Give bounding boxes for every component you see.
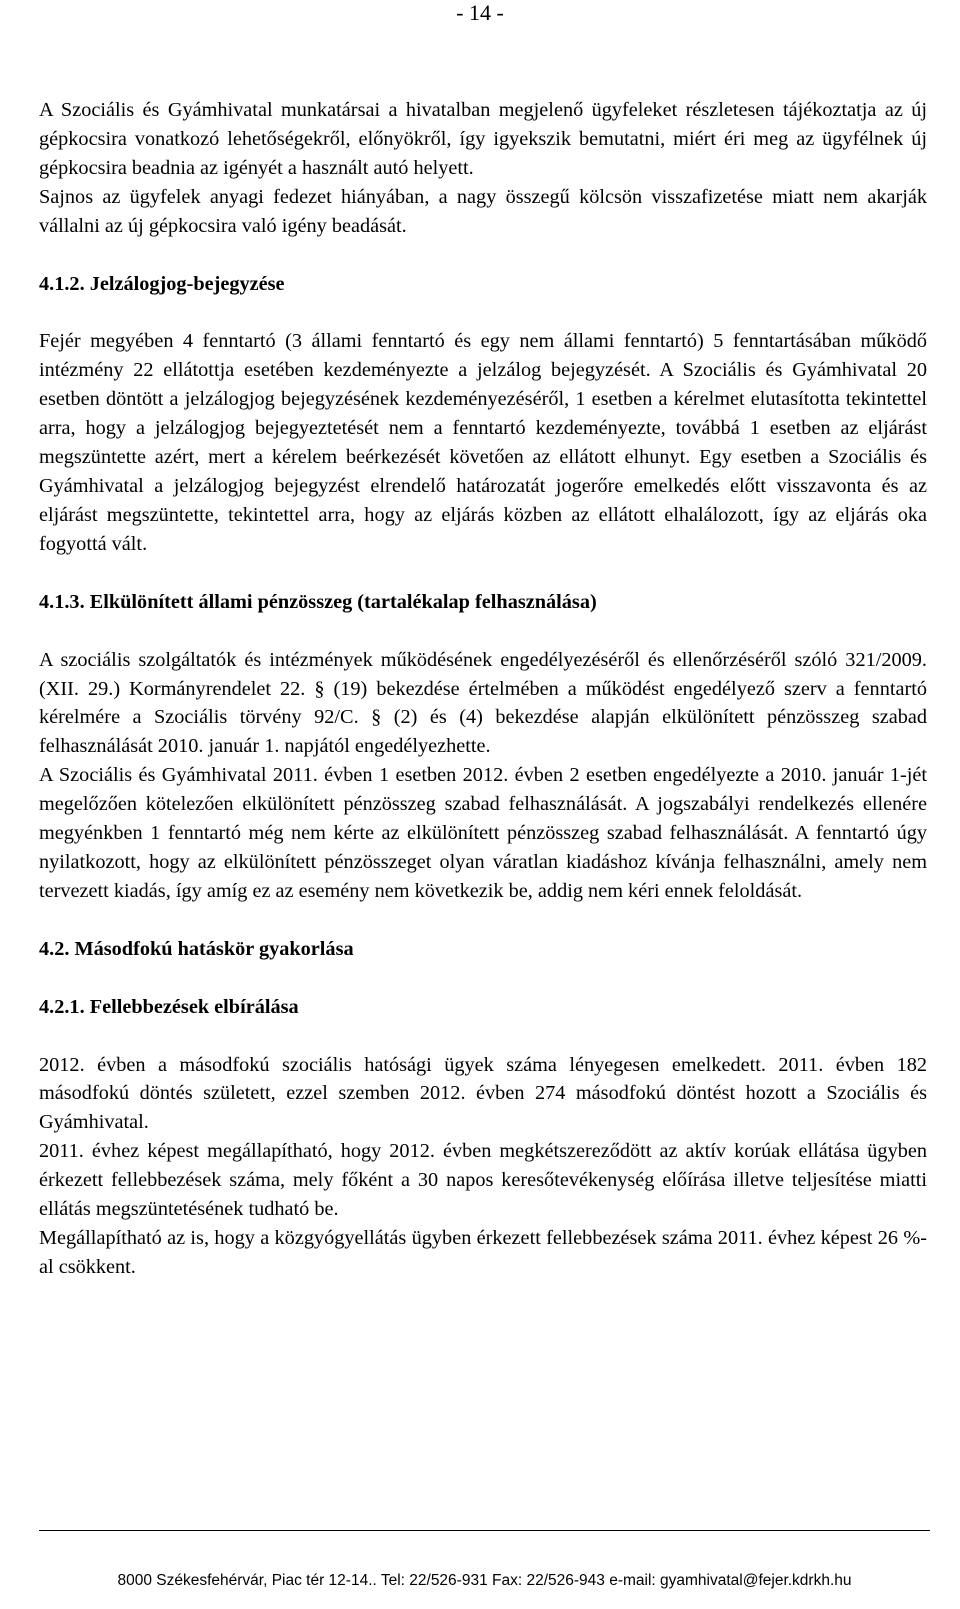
heading-4-1-3: 4.1.3. Elkülönített állami pénzösszeg (tartalékalap felhasználása)	[39, 590, 597, 613]
paragraph-appeals-decreased: Megállapítható az is, hogy a közgyógyellátás ügyben érkezett fellebbezések száma 2011. évhez képest 26 %-al csökkent.	[39, 1227, 927, 1278]
paragraph-government-decree: A szociális szolgáltatók és intézmények működésének engedélyezéséről és ellenőrzéséről szóló 321/2009. (XII. 29.) Kormányrendelet 22. § (19) bekezdése értelmében a működést engedélyező szerv a fenntartó kérelmére a Szociális törvény 92/C. § (2) és (4) bekezdése alapján elkülönített pénzösszeg szabad felhasználását 2010. január 1. napjától engedélyezhette.	[39, 648, 927, 758]
page-number: - 14 -	[456, 0, 504, 25]
paragraph-second-instance-cases: 2012. évben a másodfokú szociális hatósági ügyek száma lényegesen emelkedett. 2011. évben 182 másodfokú döntés született, ezzel szemben 2012. évben 274 másodfokú döntést hozott a Szociális és Gyámhivatal.	[39, 1053, 927, 1134]
heading-4-2: 4.2. Másodfokú hatáskör gyakorlása	[39, 937, 354, 960]
paragraph-mortgage-registration: Fejér megyében 4 fenntartó (3 állami fenntartó és egy nem állami fenntartó) 5 fenntartásában működő intézmény 22 ellátottja esetében kezdeményezte a jelzálog bejegyzését. A Szociális és Gyámhivatal 20 esetben döntött a jelzálogjog bejegyzésének kezdeményezéséről, 1 esetben a kérelmet elutasította tekintettel arra, hogy a jelzálogjog bejegyeztetését nem a fenntartó kezdeményezte, továbbá 1 esetben az eljárást megszüntette azért, mert a kérelem beérkezését követően az ellátott elhunyt. Egy esetben a Szociális és Gyámhivatal a jelzálogjog bejegyzést elrendelő határozatát jogerőre emelkedés előtt visszavonta és az eljárást megszüntette, tekintettel arra, hogy az eljárás közben az ellátott elhalálozott, így az eljárás oka fogyottá vált.	[39, 330, 927, 555]
footer-divider	[39, 1530, 930, 1531]
paragraph-appeals-doubled: 2011. évhez képest megállapítható, hogy 2012. évben megkétszereződött az aktív korúak ellátása ügyben érkezett fellebbezések száma, mely főként a 30 napos keresőtevékenység előírása illetve teljesítése miatti ellátás megszüntetésének tudható be.	[39, 1140, 927, 1221]
paragraph-client-information: A Szociális és Gyámhivatal munkatársai a hivatalban megjelenő ügyfeleket részletesen tájékoztatja az új gépkocsira vonatkozó lehetőségekről, előnyökről, így igyekszik bemutatni, miért éri meg az ügyfélnek új gépkocsira beadnia az igényét a használt autó helyett.	[39, 99, 927, 179]
paragraph-client-reluctance: Sajnos az ügyfelek anyagi fedezet hiányában, a nagy összegű kölcsön visszafizetése miatt nem akarják vállalni az új gépkocsira való igény beadását.	[39, 185, 927, 237]
heading-4-2-1: 4.2.1. Fellebbezések elbírálása	[39, 995, 299, 1018]
paragraph-reserve-fund-use: A Szociális és Gyámhivatal 2011. évben 1 esetben 2012. évben 2 esetben engedélyezte a 2010. január 1-jét megelőzően kötelezően elkülönített pénzösszeg szabad felhasználását. A jogszabályi rendelkezés ellenére megyénkben 1 fenntartó még nem kérte az elkülönített pénzösszeg szabad felhasználását. A fenntartó úgy nyilatkozott, hogy az elkülönített pénzösszeget olyan váratlan kiadáshoz kívánja felhasználni, amely nem tervezett kiadás, így amíg ez az esemény nem következik be, addig nem kéri ennek feloldását.	[39, 764, 927, 902]
heading-4-1-2: 4.1.2. Jelzálogjog-bejegyzése	[39, 272, 285, 295]
footer-contact: 8000 Székesfehérvár, Piac tér 12-14.. Tel: 22/526-931 Fax: 22/526-943 e-mail: gyamhivatal@fejer.kdrkh.hu	[117, 1572, 852, 1589]
document-body	[39, 96, 927, 1282]
